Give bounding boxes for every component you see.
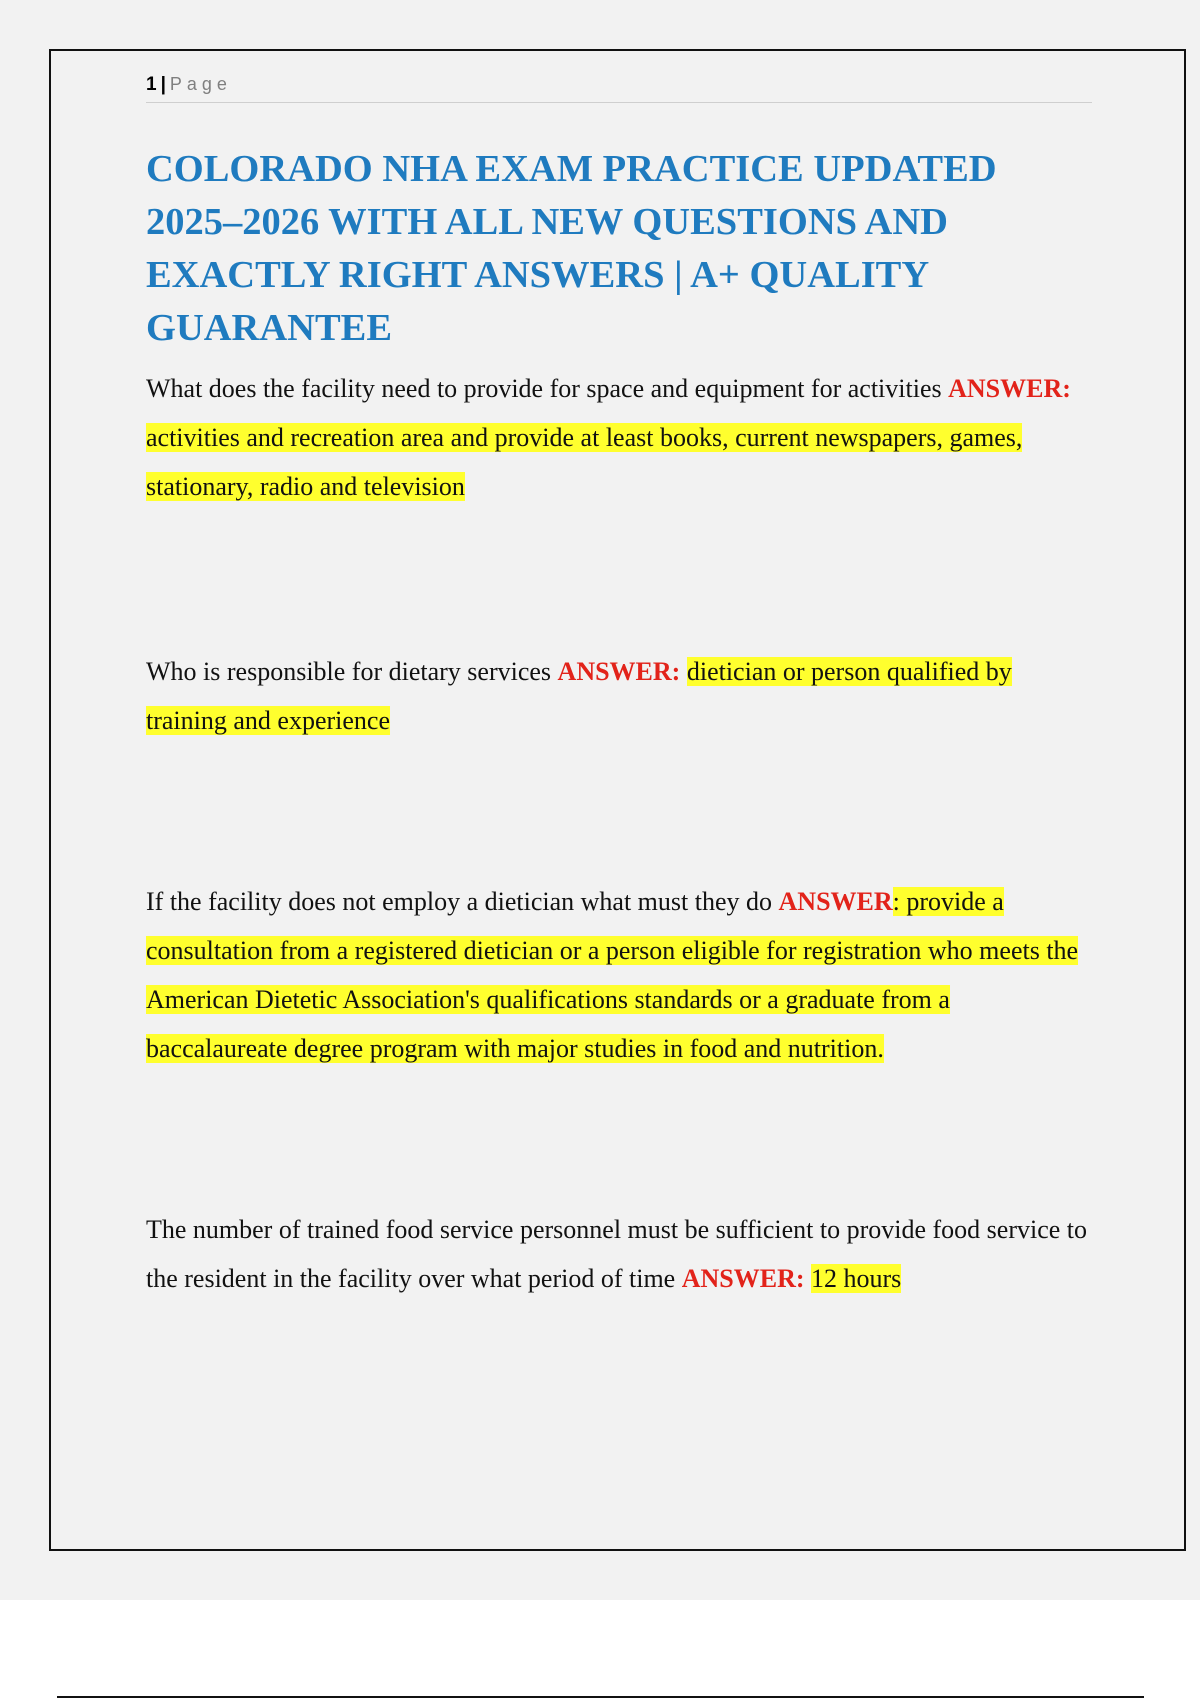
question-text: What does the facility need to provide for space and equipment for activities <box>146 374 949 403</box>
qa-item <box>146 877 1096 1073</box>
qa-item <box>146 647 1096 745</box>
answer-label: ANSWER <box>778 887 893 916</box>
answer-text: dietician or person qualified by training and experience <box>146 657 1012 735</box>
answer-text: : provide a consultation from a registered dietician or a person eligible for registration who meets the American Dietetic Association's qualifications standards or a graduate from a baccalaureate degree program with major studies in food and nutrition. <box>146 887 1079 1063</box>
answer-label: ANSWER: <box>948 374 1071 403</box>
answer-text: activities and recreation area and provide at least books, current newspapers, games, stationary, radio and television <box>146 423 1023 501</box>
question-text: Who is responsible for dietary services <box>146 657 558 686</box>
page-header <box>146 70 1092 103</box>
question-text: The number of trained food service personnel must be sufficient to provide food service to the resident in the facility over what period of time <box>146 1215 1088 1293</box>
answer-label: ANSWER: <box>681 1264 805 1293</box>
document-title: COLORADO NHA EXAM PRACTICE UPDATED 2025–2026 WITH ALL NEW QUESTIONS AND EXACTLY RIGHT ANSWERS | A+ QUALITY GUARANTEE <box>146 148 997 349</box>
next-page-rule <box>57 1696 1144 1698</box>
document-body <box>146 143 1096 1303</box>
qa-item <box>146 1205 1096 1303</box>
answer-text: 12 hours <box>811 1264 902 1293</box>
question-text: If the facility does not employ a dietician what must they do <box>146 887 779 916</box>
page-separator: | <box>160 74 166 95</box>
qa-item <box>146 364 1096 511</box>
page-word: Page <box>169 74 232 94</box>
page-number: 1 <box>146 74 157 95</box>
answer-label: ANSWER: <box>557 657 681 686</box>
